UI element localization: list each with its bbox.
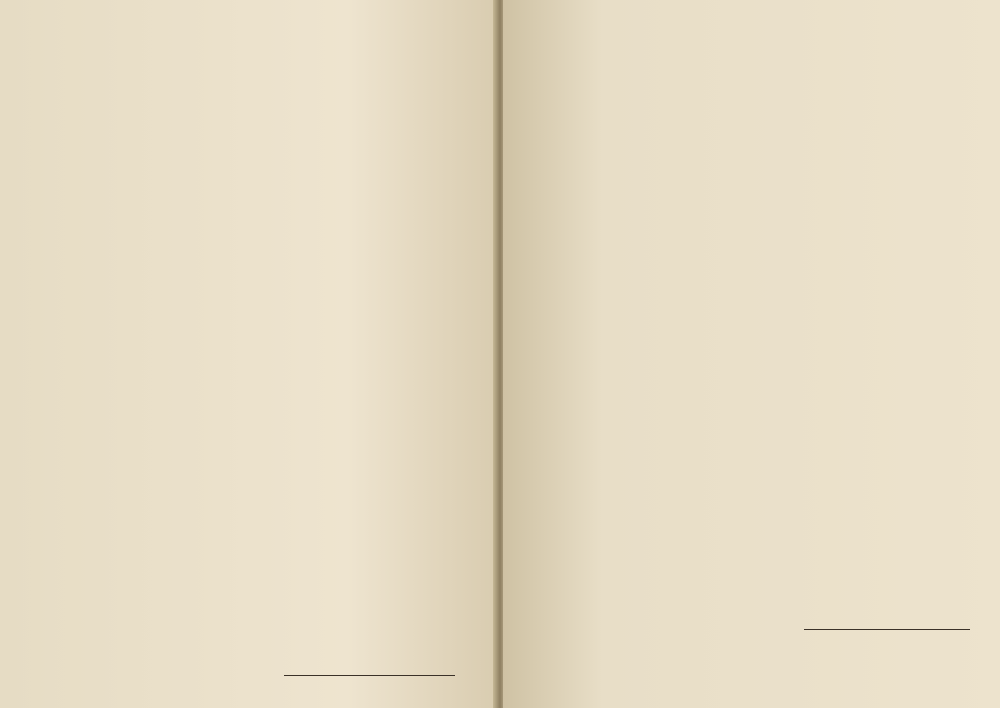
text-line (555, 496, 970, 523)
text-line (555, 77, 970, 104)
text-line (28, 498, 455, 525)
text-line (555, 257, 970, 284)
text-line (28, 146, 455, 173)
text-line (555, 522, 970, 549)
text-line (555, 363, 970, 390)
text-line (555, 469, 970, 496)
left-page (0, 0, 497, 708)
text-line (28, 66, 455, 93)
text-line (28, 471, 455, 498)
section-heading (555, 126, 970, 170)
list-item (28, 225, 455, 253)
text-line (28, 418, 455, 445)
list-item (28, 281, 455, 309)
text-line (555, 416, 970, 443)
text-line (28, 604, 455, 631)
right-intro (555, 24, 970, 104)
list-item (28, 309, 455, 337)
text-line (28, 392, 455, 419)
right-body (555, 178, 970, 549)
text-line (28, 199, 455, 226)
text-line (28, 630, 455, 657)
text-line (28, 119, 455, 146)
text-line (555, 390, 970, 417)
text-line (28, 524, 455, 551)
footnote-rule (804, 629, 970, 630)
list-item (28, 337, 455, 365)
text-line (555, 231, 970, 258)
text-line (28, 551, 455, 578)
text-line (555, 443, 970, 470)
subheading (555, 557, 970, 585)
text-line (555, 337, 970, 364)
footnote (555, 653, 970, 670)
left-paragraph-1 (28, 66, 455, 225)
land-types-list (28, 225, 455, 365)
text-line (555, 178, 970, 205)
text-line (28, 577, 455, 604)
text-line (555, 585, 970, 612)
text-line (555, 51, 970, 78)
text-line (555, 24, 970, 51)
text-line (555, 204, 970, 231)
list-item (28, 253, 455, 281)
right-page (503, 0, 1000, 708)
footnote (28, 682, 455, 699)
text-line (28, 93, 455, 120)
text-line (28, 445, 455, 472)
text-line (28, 172, 455, 199)
text-line (28, 365, 455, 392)
text-line (555, 284, 970, 311)
left-paragraph-2 (28, 365, 455, 445)
text-line (555, 310, 970, 337)
footnote-rule (284, 675, 455, 676)
footnote (555, 636, 970, 653)
left-numbered-points (28, 445, 455, 657)
